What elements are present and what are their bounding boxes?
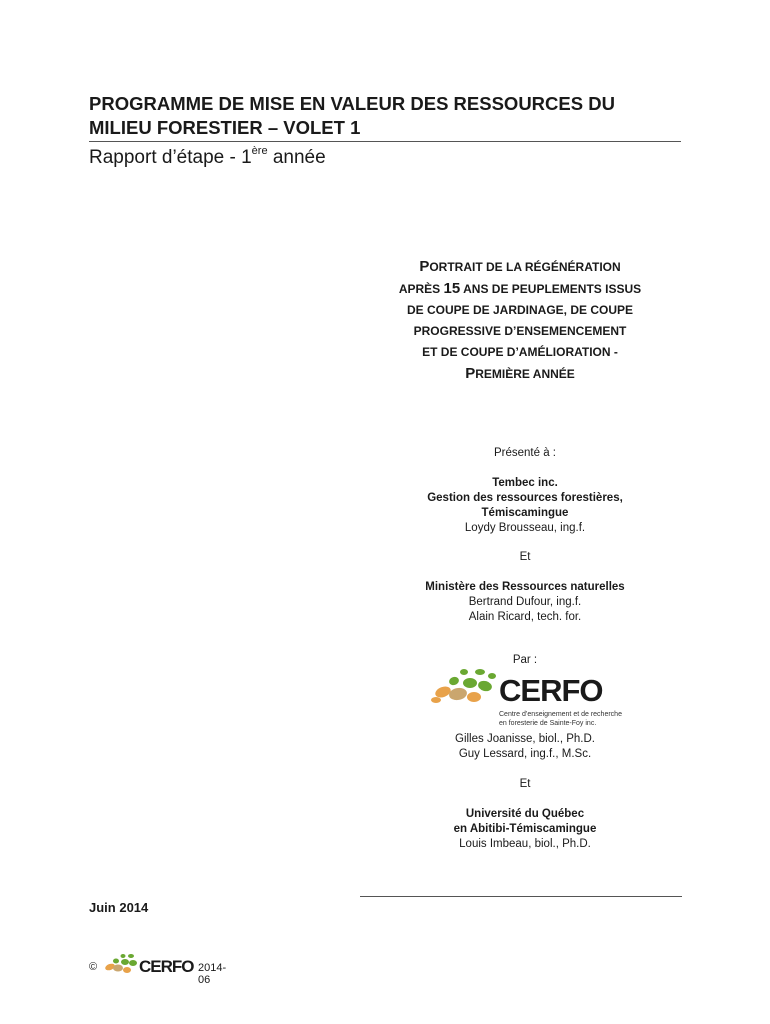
copyright-symbol: © [89,961,98,973]
cerfo-logo [430,664,622,727]
author-uqat [360,807,690,852]
contact-person: Loydy Brousseau, ing.f. [464,522,586,534]
logo-tagline-line-1: Centre d’enseignement et de recherche [499,711,622,718]
footer-version: 2014-06 [198,962,227,986]
document-subtitle [89,145,326,171]
subtitle-superscript: ère [251,145,268,157]
conjunction-et: Et [519,551,531,563]
recipient-tembec [360,476,690,536]
logo-wordmark: CERFO [499,673,603,708]
subtitle-prefix: Rapport d’étape - 1 [89,147,252,168]
contact-person: Alain Ricard, tech. for. [468,611,582,623]
contact-person: Bertrand Dufour, ing.f. [468,596,582,608]
report-title-number: 15 [443,280,461,297]
authors-cerfo [360,732,690,762]
conjunction-et-2: Et [519,778,531,790]
report-title-line-5: ET DE COUPE D’AMÉLIORATION - [422,345,618,359]
author: Gilles Joanisse, biol., Ph.D. [455,733,595,745]
report-title-line-2 [360,278,680,300]
org-department: Gestion des ressources forestières, [427,492,623,504]
report-title-line-6-text: REMIÈRE ANNÉE [475,367,575,381]
subtitle-suffix: année [267,147,326,168]
report-title [360,256,680,385]
cerfo-leaf-icon [430,664,502,712]
title-line-2: MILIEU FORESTIER – VOLET 1 [89,117,361,138]
title-divider [89,141,681,142]
recipient-ministere [360,580,690,625]
report-title-initial: P [419,258,430,275]
org-name: Université du Québec [465,808,585,820]
report-title-line-3: DE COUPE DE JARDINAGE, DE COUPE [406,303,634,317]
org-name-line-2: en Abitibi-Témiscamingue [453,823,597,835]
publication-date: Juin 2014 [89,900,149,915]
bottom-divider [360,896,682,897]
cerfo-mini-leaf-icon [103,952,141,976]
org-region: Témiscamingue [481,507,569,519]
org-name: Ministère des Ressources naturelles [425,581,625,593]
report-title-line-2-text: ANS DE PEUPLEMENTS ISSUS [460,282,642,296]
by-label: Par : [512,654,538,666]
report-title-line-6 [360,363,680,385]
document-title [89,92,689,140]
logo-tagline [499,711,659,728]
report-title-line-1 [360,256,680,278]
title-line-1: PROGRAMME DE MISE EN VALEUR DES RESSOURCES DU [89,93,615,114]
report-title-line-1-text: ORTRAIT DE LA RÉGÉNÉRATION [429,260,621,274]
report-title-line-4: PROGRESSIVE D’ENSEMENCEMENT [413,324,627,338]
org-name: Tembec inc. [492,477,558,489]
report-title-line-2-pre: APRÈS [398,282,444,296]
report-title-line-6-initial: P [465,365,476,382]
presented-to-label: Présenté à : [493,447,556,459]
author: Louis Imbeau, biol., Ph.D. [459,838,591,850]
author: Guy Lessard, ing.f., M.Sc. [458,748,592,760]
logo-tagline-line-2: en foresterie de Sainte-Foy inc. [499,719,597,727]
footer-logo-wordmark: CERFO [139,957,194,976]
